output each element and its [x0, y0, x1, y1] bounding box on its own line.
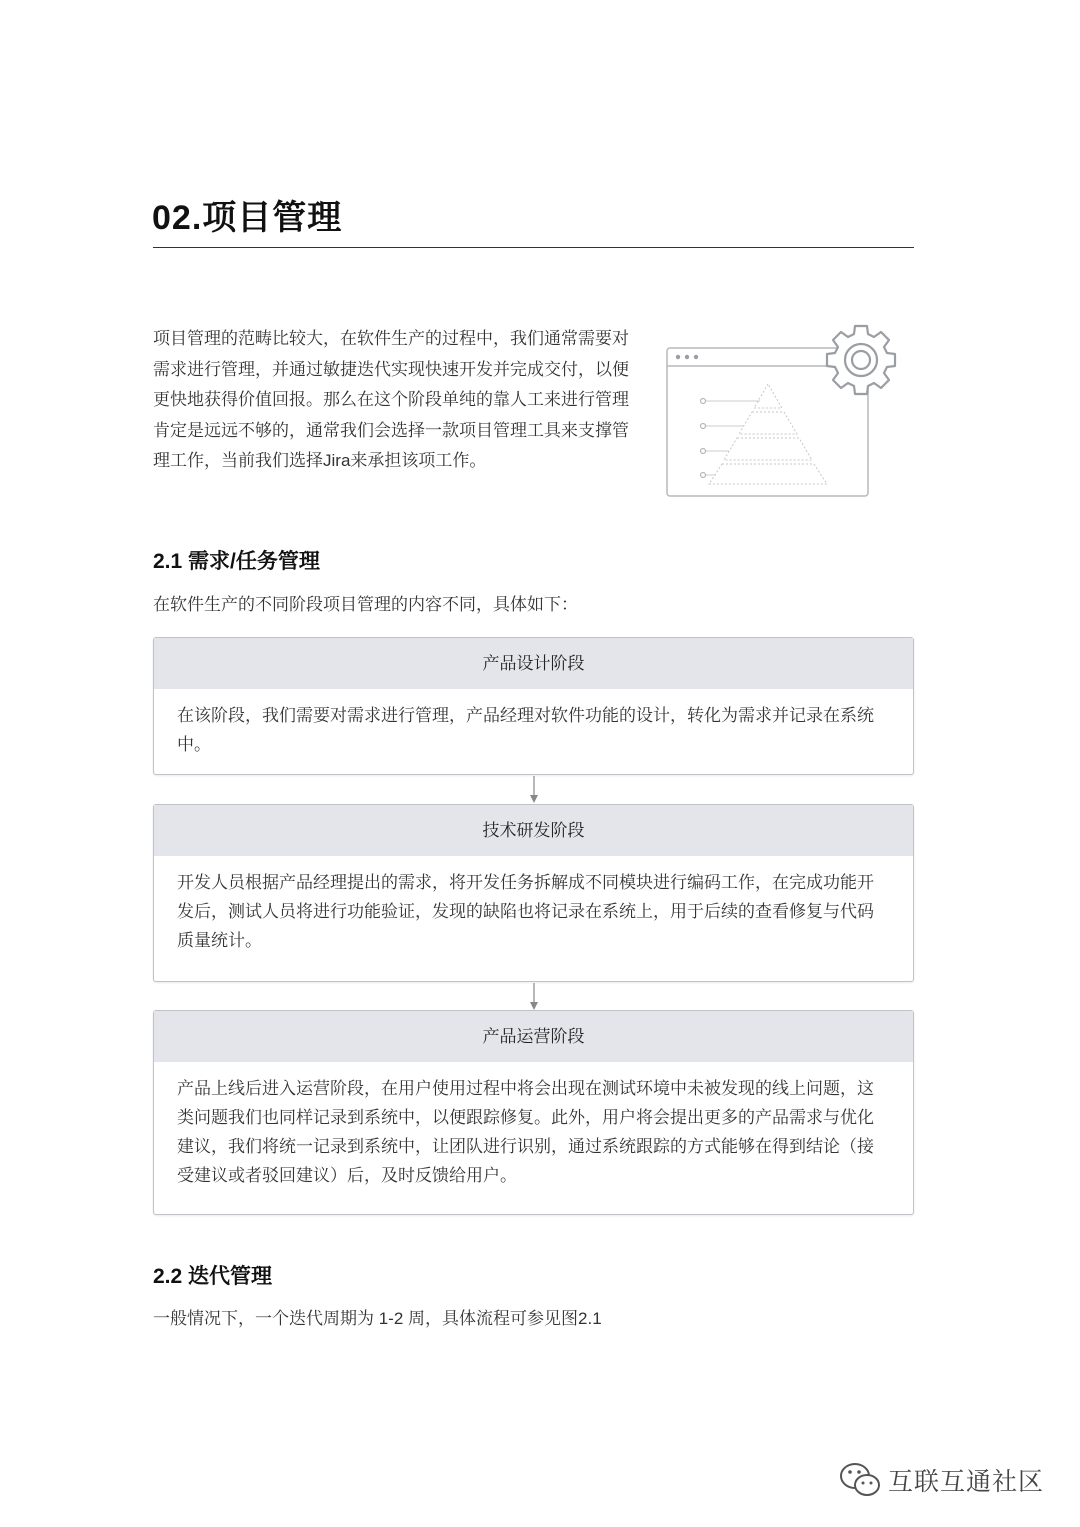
section-heading-requirements: 2.1 需求/任务管理: [153, 550, 320, 573]
window-dots-icon: [676, 355, 698, 359]
gear-icon: [827, 326, 895, 394]
section-lead-iteration: 一般情况下，一个迭代周期为 1-2 周，具体流程可参见图2.1: [153, 1309, 602, 1328]
wechat-icon: [838, 1460, 882, 1500]
arrow-down-icon: [528, 983, 540, 1011]
arrow-down-icon: [528, 776, 540, 804]
stage-description: 产品上线后进入运营阶段，在用户使用过程中将会出现在测试环境中未被发现的线上问题，这类问题我们也同样记录到系统中，以便跟踪修复。此外，用户将会提出更多的产品需求与优化建议，我们将统一记录到系统中，让团队进行识别，通过系统跟踪的方式能够在得到结论（接受建议或者驳回建议）后，及时反馈给用户。: [177, 1079, 874, 1185]
intro-paragraph: 项目管理的范畴比较大，在软件生产的过程中，我们通常需要对需求进行管理，并通过敏捷迭代实现快速开发并完成交付，以便更快地获得价值回报。那么在这个阶段单纯的靠人工来进行管理肯定是远远不够的，通常我们会选择一款项目管理工具来支撑管理工作，当前我们选择Jira来承担该项工作。: [153, 329, 629, 470]
project-management-illustration: [664, 322, 904, 502]
stage-card-operations: [153, 1010, 914, 1215]
watermark-text: 互联互通社区: [888, 1468, 1045, 1496]
stage-title: 产品运营阶段: [154, 1011, 913, 1062]
stage-title: 技术研发阶段: [154, 805, 913, 856]
stage-description: 在该阶段，我们需要对需求进行管理，产品经理对软件功能的设计，转化为需求并记录在系统中。: [177, 706, 874, 754]
stage-card-development: [153, 804, 914, 982]
stage-card-design: [153, 637, 914, 775]
watermark: [838, 1460, 1044, 1500]
stage-title: 产品设计阶段: [154, 638, 913, 689]
section-heading-iteration: 2.2 迭代管理: [153, 1265, 273, 1288]
section-lead-requirements: 在软件生产的不同阶段项目管理的内容不同，具体如下：: [153, 595, 578, 614]
title-divider: [153, 247, 914, 248]
stage-description: 开发人员根据产品经理提出的需求，将开发任务拆解成不同模块进行编码工作，在完成功能开发后，测试人员将进行功能验证，发现的缺陷也将记录在系统上，用于后续的查看修复与代码质量统计。: [177, 873, 874, 950]
page-title: 02.项目管理: [152, 199, 343, 237]
